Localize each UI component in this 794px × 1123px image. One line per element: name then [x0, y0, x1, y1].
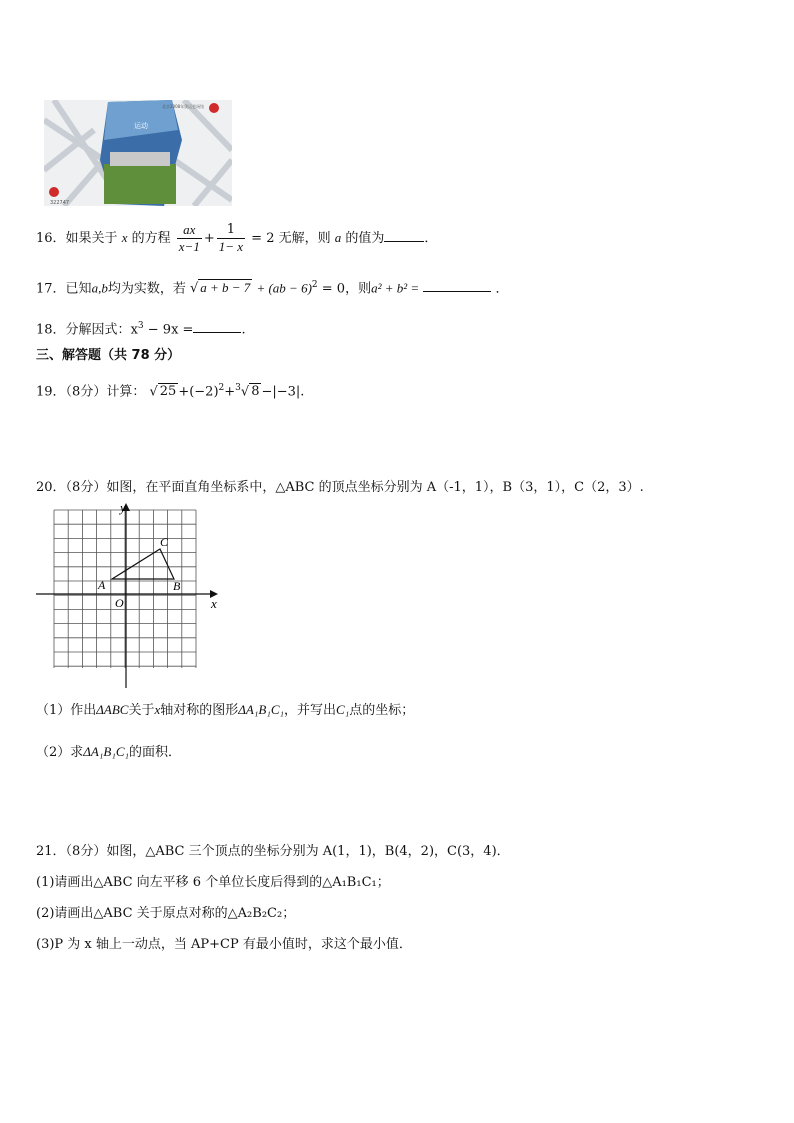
q18-expr-b: − 9x = — [147, 322, 194, 338]
q16-text-c: 无解，则 — [278, 231, 331, 246]
q16-frac1-num: ax — [177, 222, 202, 239]
question-18 — [36, 316, 246, 340]
q20-sub2-a: （2）求 — [36, 745, 84, 760]
q16-fraction-1 — [177, 222, 202, 255]
q19-number: 19． — [36, 384, 66, 400]
q17-vars: a,b — [91, 280, 108, 296]
q19-sqrt25: √ 25 — [149, 384, 177, 400]
q16-text-b: 的方程 — [131, 231, 171, 246]
q20-sub1-pt: C₁ — [336, 702, 350, 717]
label-y: y — [120, 500, 126, 515]
q17-answer-blank[interactable] — [423, 291, 491, 292]
q17-text-b: 均为实数，若 — [107, 281, 186, 297]
q16-text-a: 如果关于 — [65, 231, 118, 246]
label-a: A — [98, 578, 106, 592]
q19-part2: +(−2) — [178, 384, 219, 400]
q20-sub2 — [36, 742, 181, 763]
question-17 — [36, 275, 508, 299]
label-c: C — [160, 535, 169, 549]
stamp-caption: 322747 — [50, 200, 70, 206]
q21-number: 21． — [36, 844, 66, 859]
q21-sub3: (3)P 为 x 轴上一动点，当 AP+CP 有最小值时，求这个最小值． — [36, 937, 412, 952]
label-origin: O — [115, 596, 124, 610]
question-19 — [36, 378, 304, 402]
q19-end: . — [300, 384, 305, 400]
q21-sub2: (2)请画出△ABC 关于原点对称的△A₂B₂C₂； — [36, 906, 296, 921]
q20-sub2-b: 的面积． — [129, 745, 182, 760]
q20-sub1-c: 轴对称的图形 — [160, 703, 239, 718]
label-b: B — [173, 579, 181, 593]
q17-sqrt: √ a + b − 7 — [189, 280, 251, 297]
q17-number: 17． — [36, 281, 66, 297]
q20-sub2-tri: ΔA₁B₁C₁ — [83, 744, 130, 759]
q20-sub1-d: ，并写出 — [284, 703, 337, 718]
stamp-title: 北京2008年奥运会场馆 — [162, 104, 205, 109]
q18-number: 18． — [36, 322, 66, 338]
q18-answer-blank[interactable] — [193, 332, 241, 333]
label-x: x — [211, 596, 217, 611]
q21-sub1: (1)请画出△ABC 向左平移 6 个单位长度后得到的△A₁B₁C₁； — [36, 875, 390, 890]
stamp-image — [44, 100, 232, 206]
q19-part4: −|−3| — [261, 384, 301, 400]
q19-cbrt8-body: 8 — [251, 384, 260, 400]
q20-number: 20． — [36, 480, 66, 495]
q20-sub1-tri: ΔABC — [96, 702, 129, 717]
q20-sub1 — [36, 700, 414, 721]
q20-coordinate-figure — [36, 500, 226, 690]
q17-square: 2 — [311, 280, 318, 290]
q18-end: . — [241, 322, 246, 338]
q18-expr-a: x — [130, 322, 138, 338]
q16-equals: = 2 — [251, 231, 275, 246]
q19-cbrt8: √ 8 — [240, 384, 260, 400]
q17-text-c: ，则 — [345, 281, 372, 297]
q18-cube: 3 — [137, 321, 144, 331]
stamp-graphic — [44, 100, 232, 206]
q20-sub1-tri2: ΔA₁B₁C₁ — [238, 702, 285, 717]
q20-sub1-x: x — [154, 702, 161, 717]
q16-frac2-den: 1− x — [218, 239, 244, 254]
q17-expr: a² + b² = — [371, 280, 420, 296]
q17-eq0: = 0 — [321, 281, 346, 297]
q17-rest: + (ab − 6) — [256, 280, 312, 296]
q17-text-a: 已知 — [65, 281, 92, 297]
q18-text-a: 分解因式： — [65, 322, 131, 338]
question-20 — [36, 478, 644, 498]
q20-sub1-a: （1）作出 — [36, 703, 97, 718]
q19-cube-index: 3 — [235, 383, 241, 393]
q16-plus: + — [203, 231, 215, 246]
q19-text-a: （8分）计算： — [65, 384, 146, 400]
q16-text-d: 的值为 — [345, 231, 385, 246]
q19-part3a: + — [224, 384, 236, 400]
q17-sqrt-body: a + b − 7 — [200, 280, 251, 296]
q20-sub1-b: 关于 — [128, 703, 155, 718]
q20-text: （8分）如图，在平面直角坐标系中，△ABC 的顶点坐标分别为 A（-1，1），B（3，1），C（2，3）. — [65, 480, 644, 495]
q16-answer-blank[interactable] — [384, 241, 424, 242]
q16-var-a: a — [334, 230, 342, 245]
q16-frac1-den: x−1 — [178, 239, 200, 254]
q16-var-x: x — [121, 230, 128, 245]
q21-text: （8分）如图，△ABC 三个顶点的坐标分别为 A(1，1)，B(4，2)，C(3，4)． — [65, 844, 510, 859]
q16-fraction-2 — [217, 222, 245, 255]
triangle-abc — [112, 549, 174, 579]
q16-frac2-num: 1 — [217, 222, 245, 239]
svg-text:运动: 运动 — [134, 122, 148, 130]
q19-sqrt25-body: 25 — [159, 384, 177, 400]
question-21 — [36, 842, 510, 862]
q16-number: 16． — [36, 231, 66, 246]
q20-sub1-e: 点的坐标； — [349, 703, 415, 718]
q19-square: 2 — [218, 383, 225, 393]
section-3-title: 三、解答题（共 78 分） — [36, 348, 181, 363]
q17-end: ． — [495, 281, 509, 297]
question-16 — [36, 222, 437, 255]
q16-end: ． — [424, 231, 438, 246]
